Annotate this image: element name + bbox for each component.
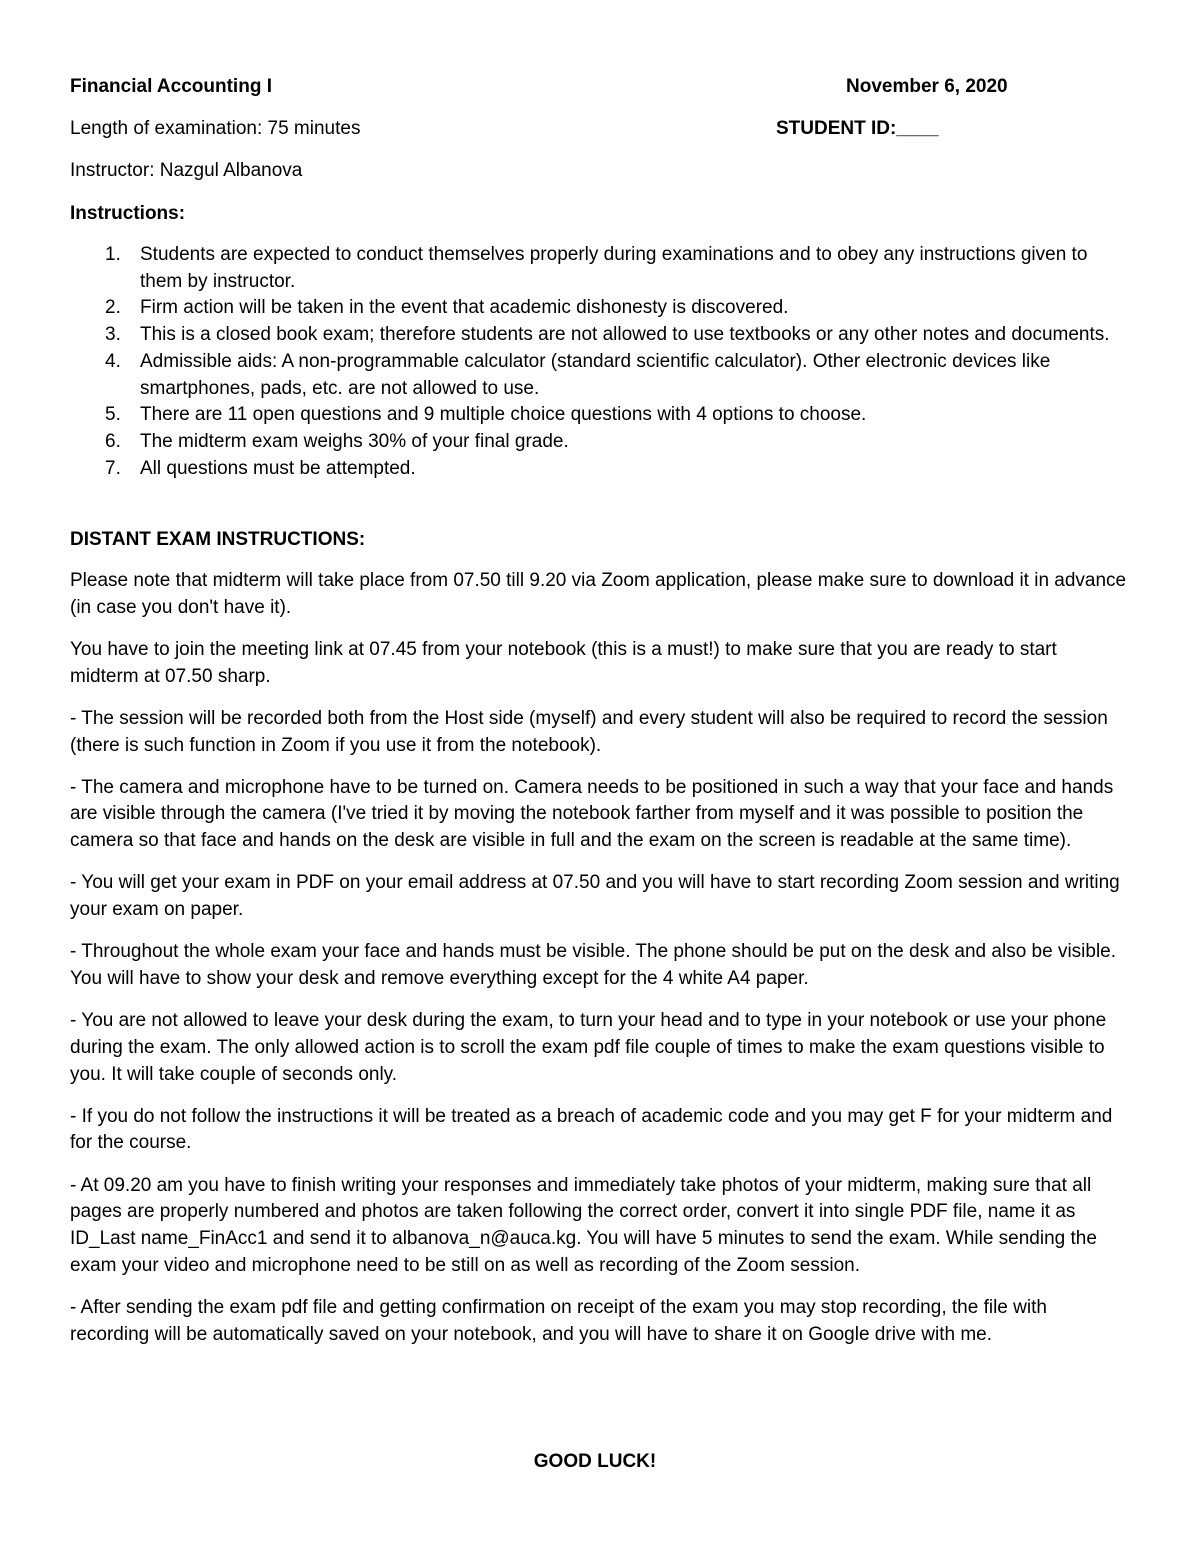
list-item: [70, 322, 1130, 349]
list-number: 2.: [105, 297, 121, 319]
instructor-name: Instructor: Nazgul Albanova: [70, 160, 303, 181]
student-id-field: STUDENT ID:____: [776, 118, 939, 139]
instructions-list: [70, 242, 1130, 482]
paragraph-restrictions: - You are not allowed to leave your desk during the exam, to turn your head and to type in your notebook or use your phone during the exam. The only allowed action is to scroll the exam pdf file couple of times to make the exam questions visible to you. It will take couple of seconds only.: [70, 1010, 1107, 1085]
list-number: 3.: [105, 324, 121, 346]
paragraph-consequences: - If you do not follow the instructions it will be treated as a breach of academic code and you may get F for your midterm and for the course.: [70, 1105, 1113, 1154]
list-item: [70, 402, 1130, 429]
paragraph-after-sending: - After sending the exam pdf file and getting confirmation on receipt of the exam you may stop recording, the file with recording will be automatically saved on your notebook, and you will have to share it on Google drive with me.: [70, 1296, 1047, 1345]
list-number: 1.: [105, 244, 121, 265]
list-text: This is a closed book exam; therefore students are not allowed to use textbooks or any other notes and documents.: [140, 324, 1110, 346]
distant-exam-instructions: [70, 568, 1130, 1364]
paragraph-camera: - The camera and microphone have to be turned on. Camera needs to be positioned in such a way that your face and hands are visible through the camera (I've tried it by moving the notebook farther from myself and it was possible to position the camera so that face and hands on the desk are visible in full and the exam on the screen is readable at the same time).: [70, 776, 1114, 852]
list-number: 4.: [105, 350, 121, 372]
list-item: [70, 349, 1130, 402]
list-number: 7.: [105, 457, 121, 479]
list-text: Admissible aids: A non-programmable calculator (standard scientific calculator). Other electronic devices like smartphones, pads, etc. are not allowed to use.: [140, 350, 1051, 399]
list-item: [70, 242, 1130, 295]
paragraph-exam-delivery: - You will get your exam in PDF on your email address at 07.50 and you will have to start recording Zoom session and writing your exam on paper.: [70, 872, 1120, 921]
closing-text: GOOD LUCK!: [533, 1451, 657, 1472]
distant-exam-heading: DISTANT EXAM INSTRUCTIONS:: [70, 529, 366, 550]
instructions-heading: Instructions:: [70, 203, 186, 224]
list-item: [70, 429, 1130, 456]
paragraph-submission: - At 09.20 am you have to finish writing your responses and immediately take photos of your midterm, making sure that all pages are properly numbered and photos are taken following the correct order, convert it into single PDF file, name it as ID_Last name_FinAcc1 and send it to albanova_n@auca.kg. You will have 5 minutes to send the exam. While sending the exam your video and microphone need to be still on as well as recording of the Zoom session.: [70, 1174, 1097, 1276]
list-text: The midterm exam weighs 30% of your final grade.: [140, 430, 569, 452]
paragraph-schedule: Please note that midterm will take place from 07.50 till 9.20 via Zoom application, please make sure to download it in advance (in case you don't have it).: [70, 570, 1127, 618]
list-number: 6.: [105, 430, 121, 452]
list-number: 5.: [105, 404, 121, 426]
paragraph-recording: - The session will be recorded both from the Host side (myself) and every student will also be required to record the session (there is such function in Zoom if you use it from the notebook).: [70, 707, 1108, 756]
paragraph-visibility: - Throughout the whole exam your face and hands must be visible. The phone should be put on the desk and also be visible. You will have to show your desk and remove everything except for the 4 white A4 paper.: [70, 941, 1117, 989]
paragraph-join: You have to join the meeting link at 07.45 from your notebook (this is a must!) to make sure that you are ready to start midterm at 07.50 sharp.: [70, 638, 1057, 687]
course-title: Financial Accounting I: [70, 76, 272, 97]
list-text: Firm action will be taken in the event that academic dishonesty is discovered.: [140, 297, 789, 319]
list-item: [70, 456, 1130, 483]
list-item: [70, 295, 1130, 322]
exam-length: Length of examination: 75 minutes: [70, 118, 361, 139]
list-text: There are 11 open questions and 9 multiple choice questions with 4 options to choose.: [140, 404, 867, 426]
list-text: Students are expected to conduct themselves properly during examinations and to obey any instructions given to them by instructor.: [140, 244, 1088, 292]
list-text: All questions must be attempted.: [140, 457, 416, 479]
exam-date: November 6, 2020: [846, 76, 1008, 97]
